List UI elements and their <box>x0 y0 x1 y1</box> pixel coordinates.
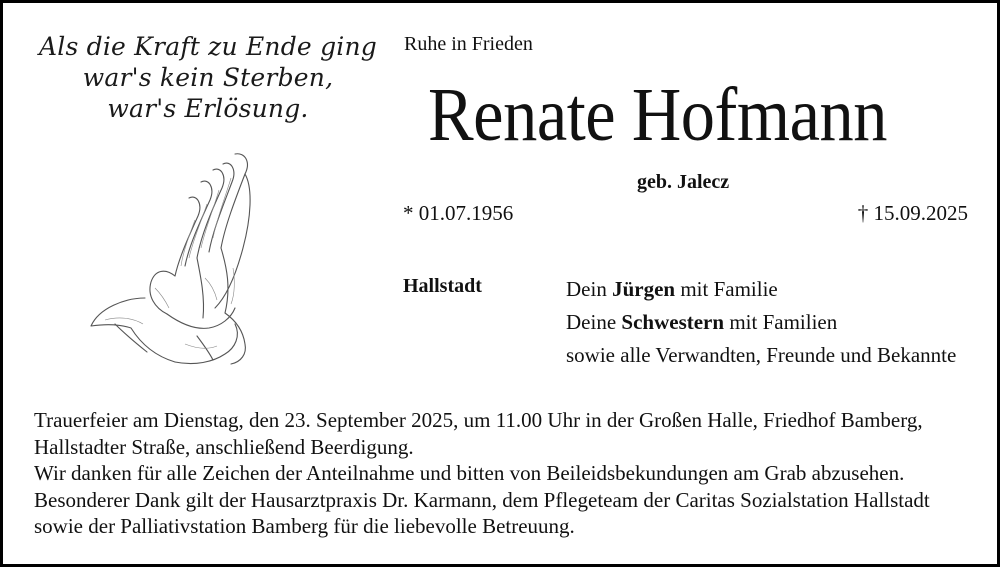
birth-date: * 01.07.1956 <box>403 201 514 225</box>
memorial-quote <box>25 31 391 124</box>
place-name: Hallstadt <box>403 275 482 297</box>
death-date: † 15.09.2025 <box>857 201 968 225</box>
funeral-details <box>34 407 984 540</box>
mourner-line-1 <box>566 273 956 306</box>
mourner-2-suffix: mit Familien <box>729 310 838 334</box>
mourner-line-3: sowie alle Verwandten, Freunde und Bekannte <box>566 343 957 367</box>
details-line-2: Hallstadter Straße, anschließend Beerdigung. <box>34 434 414 459</box>
mourner-line-2 <box>566 306 956 339</box>
quote-line-3: war's Erlösung. <box>107 94 309 123</box>
rest-in-peace-label: Ruhe in Frieden <box>404 33 533 55</box>
quote-line-2: war's kein Sterben, <box>82 63 334 92</box>
praying-hands-icon <box>85 148 260 368</box>
mourner-2-name: Schwestern <box>621 310 725 334</box>
mourner-1-prefix: Dein <box>566 277 607 301</box>
mourners-list <box>566 273 956 372</box>
quote-line-1: Als die Kraft zu Ende ging <box>39 32 377 61</box>
details-line-1: Trauerfeier am Dienstag, den 23. September 2025, um 11.00 Uhr in der Großen Halle, Friedhof Bamberg, <box>34 408 923 432</box>
maiden-name: geb. Jalecz <box>637 171 730 193</box>
mourner-1-name: Jürgen <box>612 277 676 301</box>
details-line-4: Besonderer Dank gilt der Hausarztpraxis Dr. Karmann, dem Pflegeteam der Caritas Sozialstation Hallstadt <box>34 487 930 512</box>
deceased-name: Renate Hofmann <box>428 73 888 157</box>
details-line-3: Wir danken für alle Zeichen der Anteilnahme und bitten von Beileidsbekundungen am Grab abzusehen. <box>34 461 905 485</box>
mourner-1-suffix: mit Familie <box>680 277 778 301</box>
mourner-2-prefix: Deine <box>566 310 617 334</box>
details-line-5: sowie der Palliativstation Bamberg für die liebevolle Betreuung. <box>34 514 575 538</box>
